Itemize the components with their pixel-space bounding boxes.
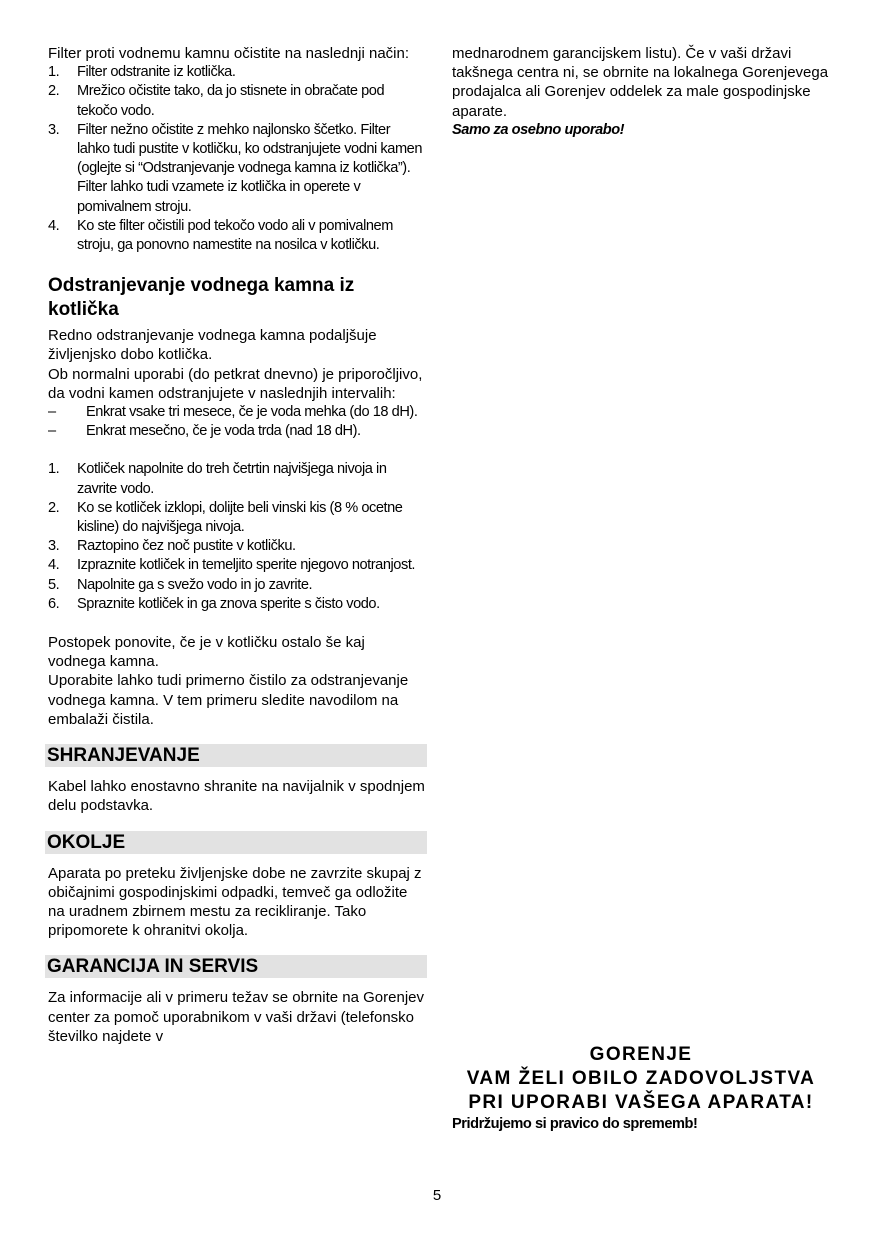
personal-use-note: Samo za osebno uporabo!: [452, 121, 625, 138]
descale-step-marker: 1.: [48, 461, 60, 478]
interval-item-text: Enkrat mesečno, če je voda trda (nad 18 dH).: [86, 423, 361, 440]
descale-step-text: Izpraznite kotliček in temeljito sperite njegovo notranjost.: [77, 557, 416, 574]
descale-paragraph-1: Redno odstranjevanje vodnega kamna podaljšuje življenjsko dobo kotlička.: [48, 327, 377, 364]
descale-steps-list: [48, 460, 426, 614]
interval-item: [48, 403, 426, 422]
storage-text: Kabel lahko enostavno shranite na navijalnik v spodnjem delu podstavka.: [48, 778, 425, 815]
descale-step-text: Napolnite ga s svežo vodo in jo zavrite.: [77, 576, 313, 593]
filter-step-marker: 2.: [48, 83, 60, 100]
filter-step: [48, 82, 426, 120]
descale-step-text: Spraznite kotliček in ga znova sperite s čisto vodo.: [77, 595, 380, 612]
filter-step-text: Filter nežno očistite z mehko najlonsko ščetko. Filter lahko tudi pustite v kotličku, ko odstranjujete vodni kamen (oglejte si “Odstranjevanje vodnega kamna iz kotlička”). Filter lahko tudi vzamete iz kotlička in operete v pomivalnem stroju.: [77, 121, 422, 215]
descale-step: [48, 499, 426, 537]
environment-heading: OKOLJE: [45, 831, 427, 854]
filter-step-marker: 4.: [48, 217, 60, 234]
page-number: 5: [432, 1187, 442, 1204]
descale-step: [48, 537, 426, 556]
filter-step-text: Ko ste filter očistili pod tekočo vodo ali v pomivalnem stroju, ga ponovno namestite na nosilca v kotličku.: [77, 217, 393, 254]
filter-step-marker: 3.: [48, 121, 60, 138]
descale-step-marker: 4.: [48, 557, 60, 574]
descale-step: [48, 576, 426, 595]
filter-step-text: Filter odstranite iz kotlička.: [77, 64, 236, 81]
filter-step-marker: 1.: [48, 64, 60, 81]
descale-step-text: Kotliček napolnite do treh četrtin najvišjega nivoja in zavrite vodo.: [77, 461, 387, 497]
descale-step: [48, 460, 426, 498]
warranty-text: Za informacije ali v primeru težav se obrnite na Gorenjev center za pomoč uporabnikom v vaši državi (telefonsko številko najdete v: [48, 989, 424, 1045]
descale-step-marker: 5.: [48, 576, 60, 593]
descale-step-text: Ko se kotliček izklopi, dolijte beli vinski kis (8 % ocetne kisline) do najvišjega nivoja.: [77, 499, 403, 536]
filter-intro: Filter proti vodnemu kamnu očistite na naslednji način:: [48, 45, 410, 62]
descale-step-marker: 6.: [48, 595, 60, 612]
descale-step: [48, 595, 426, 614]
interval-item: [48, 422, 426, 441]
descale-step-marker: 2.: [48, 499, 60, 516]
filter-steps-list: [48, 63, 426, 255]
closing-brand: GORENJE: [589, 1044, 693, 1065]
descale-heading: Odstranjevanje vodnega kamna iz kotlička: [48, 275, 355, 321]
left-column: [48, 44, 426, 1046]
closing-line-2: PRI UPORABI VAŠEGA APARATA!: [468, 1092, 814, 1113]
interval-item-marker: –: [48, 404, 56, 421]
descale-step: [48, 556, 426, 575]
right-column: [452, 44, 832, 140]
storage-heading: SHRANJEVANJE: [45, 744, 427, 767]
interval-item-text: Enkrat vsake tri mesece, če je voda mehka (do 18 dH).: [86, 404, 418, 421]
warranty-continued: mednarodnem garancijskem listu). Če v vaši državi takšnega centra ni, se obrnite na lokalnega Gorenjevega prodajalca ali Gorenjev oddelek za male gospodinjske aparate.: [452, 45, 829, 120]
closing-note: Pridržujemo si pravico do sprememb!: [452, 1116, 698, 1132]
filter-step: [48, 63, 426, 82]
warranty-heading: GARANCIJA IN SERVIS: [45, 955, 427, 978]
interval-list: [48, 403, 426, 441]
interval-item-marker: –: [48, 423, 56, 440]
filter-step-text: Mrežico očistite tako, da jo stisnete in obračate pod tekočo vodo.: [77, 83, 385, 119]
descale-paragraph-4: Uporabite lahko tudi primerno čistilo za odstranjevanje vodnega kamna. V tem primeru sledite navodilom na embalaži čistila.: [48, 672, 409, 728]
filter-step: [48, 121, 426, 217]
filter-step: [48, 217, 426, 255]
descale-paragraph-2: Ob normalni uporabi (do petkrat dnevno) je priporočljivo, da vodni kamen odstranjujete v naslednjih intervalih:: [48, 365, 423, 402]
closing-message: [452, 1043, 830, 1134]
descale-paragraph-3: Postopek ponovite, če je v kotličku ostalo še kaj vodnega kamna.: [48, 634, 365, 671]
descale-step-marker: 3.: [48, 538, 60, 555]
environment-text: Aparata po preteku življenjske dobe ne zavrzite skupaj z običajnimi gospodinjskimi odpadki, temveč ga odložite na uradnem zbirnem mestu za recikliranje. Tako pripomorete k ohranitvi okolja.: [48, 864, 422, 940]
closing-line-1: VAM ŽELI OBILO ZADOVOLJSTVA: [466, 1068, 816, 1089]
descale-step-text: Raztopino čez noč pustite v kotličku.: [77, 538, 296, 555]
